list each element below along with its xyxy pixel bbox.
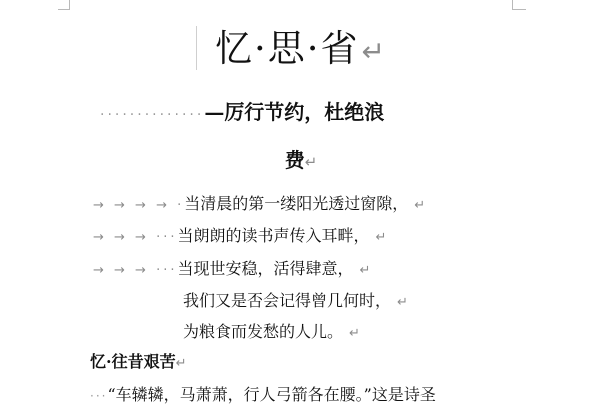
subtitle-text: —厉行节约，杜绝浪 [204, 100, 385, 124]
title-text: 忆·思·省 [215, 27, 360, 70]
poem-line-text: 我们又是否会记得曾几何时， [183, 291, 392, 310]
paragraph-mark-icon: ↵ [361, 35, 387, 68]
body-paragraph[interactable] [90, 382, 436, 405]
poem-line-text: 为粮食而发愁的人儿。 [183, 322, 344, 341]
subtitle-line-2[interactable] [0, 144, 602, 173]
poem-line-text: 当朗朗的读书声传入耳畔， [177, 226, 370, 245]
paragraph-mark-icon: ↵ [175, 356, 187, 371]
paragraph-mark-icon: ↵ [375, 230, 387, 245]
tab-arrows: → → → → · [93, 198, 185, 213]
space-marks: ··· [90, 389, 108, 403]
poem-line-text: 当清晨的第一缕阳光透过窗隙， [184, 194, 409, 213]
poem-line-1[interactable] [93, 191, 425, 214]
crop-mark-top-left-horizontal [58, 9, 70, 10]
section-heading-text: 忆·往昔艰苦 [90, 352, 176, 371]
subtitle-text-continued: 费 [284, 148, 305, 172]
poem-line-5[interactable] [183, 319, 360, 342]
poem-line-2[interactable] [93, 223, 386, 246]
poem-line-3[interactable] [93, 256, 370, 279]
paragraph-text: “车辚辚，马萧萧，行人弓箭各在腰。”这是诗圣 [107, 385, 436, 404]
poem-line-text: 当现世安稳，活得肆意， [177, 259, 354, 278]
tab-arrows: → → → ··· [93, 263, 178, 278]
crop-mark-top-right-vertical [512, 0, 513, 9]
subtitle-line-1[interactable] [100, 96, 384, 125]
paragraph-mark-icon: ↵ [414, 198, 426, 213]
paragraph-mark-icon: ↵ [304, 153, 318, 171]
tab-leader-dots: ·············· [100, 107, 205, 123]
section-heading[interactable] [90, 349, 186, 372]
tab-arrows: → → → ··· [93, 230, 178, 245]
paragraph-mark-icon: ↵ [349, 326, 360, 341]
crop-mark-top-right-horizontal [512, 9, 526, 10]
document-title[interactable] [0, 18, 602, 72]
crop-mark-top-left-vertical [69, 0, 70, 9]
poem-line-4[interactable] [183, 288, 408, 311]
paragraph-mark-icon: ↵ [397, 295, 408, 310]
paragraph-mark-icon: ↵ [359, 263, 371, 278]
